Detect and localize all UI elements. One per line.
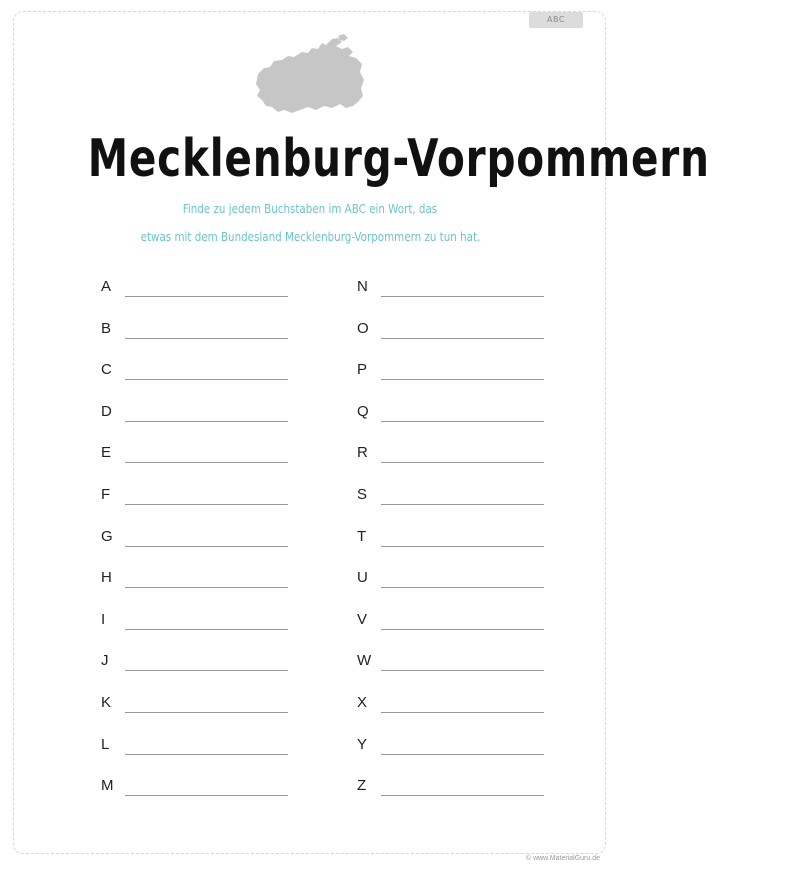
row-letter: T bbox=[357, 528, 367, 545]
answer-line[interactable] bbox=[125, 379, 288, 380]
answer-line[interactable] bbox=[381, 379, 544, 380]
answer-line[interactable] bbox=[125, 712, 288, 713]
row-letter: X bbox=[357, 694, 368, 711]
answer-line[interactable] bbox=[381, 587, 544, 588]
copyright-footer: © www.MaterialGuru.de bbox=[525, 855, 600, 862]
answer-line[interactable] bbox=[125, 546, 288, 547]
row-letter: B bbox=[101, 320, 112, 337]
row-letter: E bbox=[101, 444, 112, 461]
answer-line[interactable] bbox=[125, 587, 288, 588]
page-title bbox=[0, 126, 710, 192]
row-letter: Z bbox=[357, 777, 367, 794]
state-map-icon bbox=[252, 34, 367, 116]
row-letter: N bbox=[357, 278, 368, 295]
answer-line[interactable] bbox=[125, 338, 288, 339]
row-letter: L bbox=[101, 736, 110, 753]
row-letter: G bbox=[101, 528, 113, 545]
row-letter: M bbox=[101, 777, 114, 794]
row-letter: F bbox=[101, 486, 111, 503]
answer-line[interactable] bbox=[125, 670, 288, 671]
answer-line[interactable] bbox=[381, 546, 544, 547]
answer-line[interactable] bbox=[125, 795, 288, 796]
instruction-line-2: etwas mit dem Bundesland Mecklenburg-Vorpommern zu tun hat. bbox=[140, 230, 480, 244]
category-tag: ABC bbox=[529, 12, 583, 28]
answer-line[interactable] bbox=[381, 712, 544, 713]
page-title-text: Mecklenburg-Vorpommern bbox=[87, 129, 710, 189]
instruction-line-1: Finde zu jedem Buchstaben im ABC ein Wort, das bbox=[182, 202, 438, 216]
answer-line[interactable] bbox=[381, 754, 544, 755]
answer-line[interactable] bbox=[125, 504, 288, 505]
row-letter: D bbox=[101, 403, 112, 420]
row-letter: I bbox=[101, 611, 106, 628]
row-letter: Q bbox=[357, 403, 369, 420]
answer-line[interactable] bbox=[125, 421, 288, 422]
row-letter: V bbox=[357, 611, 368, 628]
answer-line[interactable] bbox=[125, 462, 288, 463]
answer-line[interactable] bbox=[381, 670, 544, 671]
row-letter: Y bbox=[357, 736, 368, 753]
answer-line[interactable] bbox=[381, 629, 544, 630]
row-letter: W bbox=[357, 652, 372, 669]
row-letter: U bbox=[357, 569, 368, 586]
row-letter: K bbox=[101, 694, 112, 711]
answer-line[interactable] bbox=[381, 338, 544, 339]
answer-line[interactable] bbox=[125, 629, 288, 630]
row-letter: C bbox=[101, 361, 112, 378]
answer-line[interactable] bbox=[125, 296, 288, 297]
answer-line[interactable] bbox=[381, 462, 544, 463]
answer-line[interactable] bbox=[381, 504, 544, 505]
row-letter: H bbox=[101, 569, 112, 586]
answer-line[interactable] bbox=[381, 296, 544, 297]
row-letter: R bbox=[357, 444, 368, 461]
row-letter: S bbox=[357, 486, 368, 503]
row-letter: A bbox=[101, 278, 112, 295]
row-letter: O bbox=[357, 320, 369, 337]
answer-line[interactable] bbox=[381, 421, 544, 422]
answer-line[interactable] bbox=[381, 795, 544, 796]
row-letter: P bbox=[357, 361, 368, 378]
row-letter: J bbox=[101, 652, 109, 669]
answer-line[interactable] bbox=[125, 754, 288, 755]
